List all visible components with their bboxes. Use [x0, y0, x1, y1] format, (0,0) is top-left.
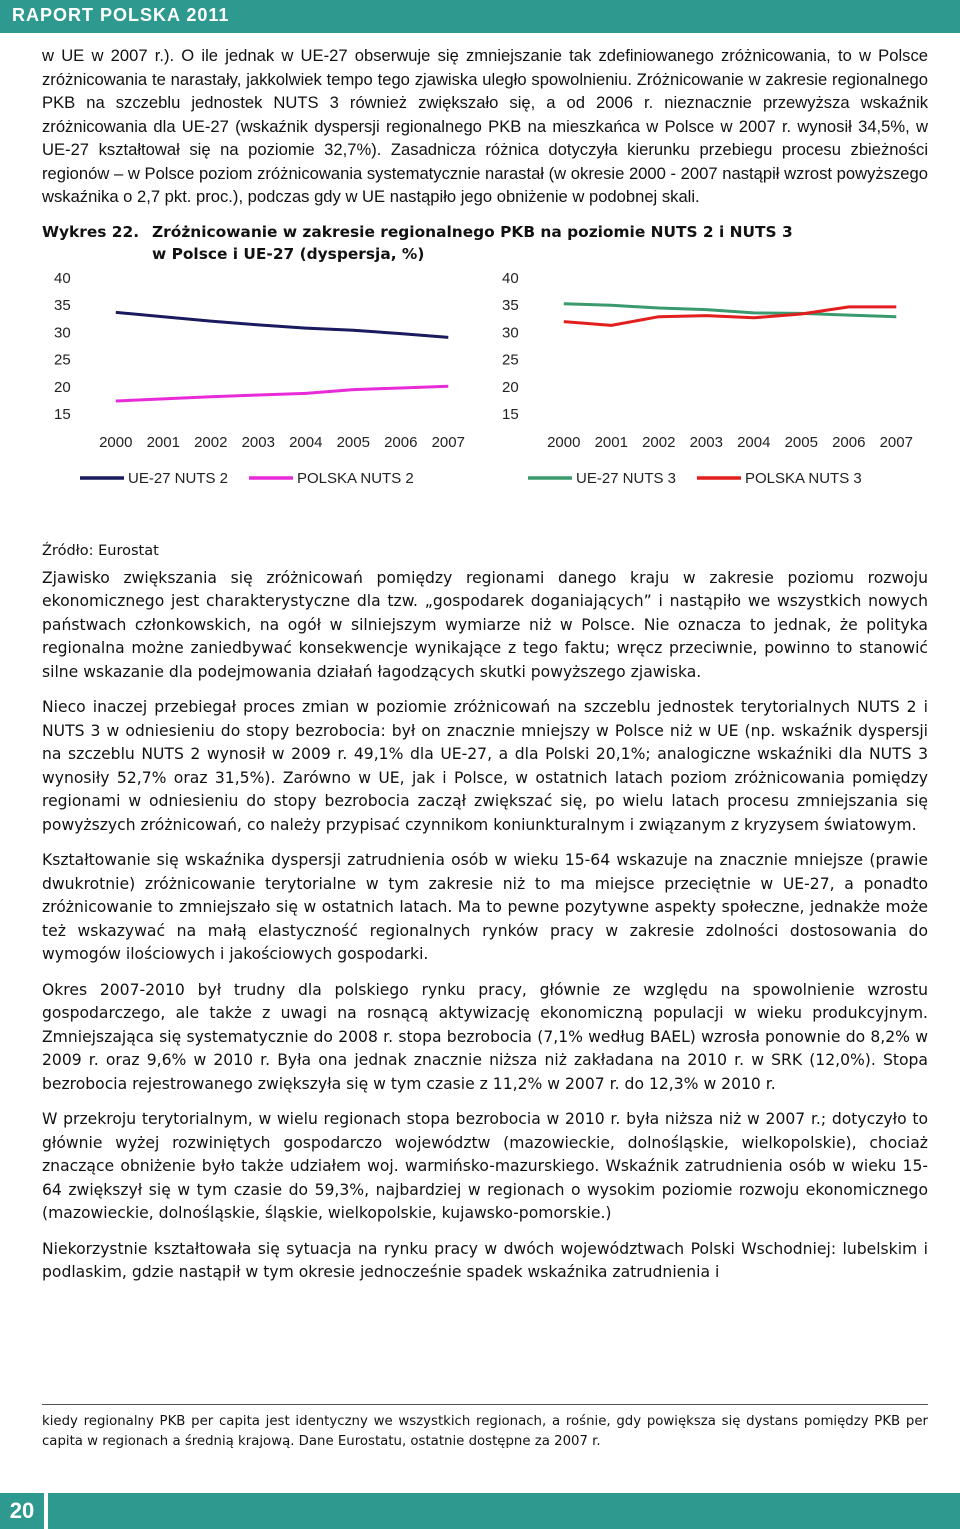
x-tick-label: 2007	[431, 433, 465, 451]
y-tick-label: 35	[54, 296, 71, 314]
x-tick-label: 2005	[784, 433, 818, 451]
series-line-polska-nuts-2	[116, 386, 449, 401]
legend-label: UE-27 NUTS 3	[576, 469, 677, 487]
y-tick-label: 30	[54, 323, 71, 341]
figure-source: Źródło: Eurostat	[42, 542, 159, 559]
footnote: kiedy regionalny PKB per capita jest identyczny we wszystkich regionach, a rośnie, gdy powiększa się dystans pomiędzy PKB per capita w regionach a średnią krajową. Dane Eurostatu, ostatnie dostępne za 2007 r.	[42, 1414, 928, 1449]
chart-nuts2	[42, 265, 482, 535]
paragraph: Zjawisko zwiększania się zróżnicowań pomiędzy regionami danego kraju w zakresie poziomu rozwoju ekonomicznego jest charakterystyczne dla tzw. „gospodarek doganiających” i nastąpiło we wszystkich nowych państwach członkowskich, na ogół w silniejszym wymiarze niż w Polsce. Nie oznacza to jednak, że polityka regionalna możne zaniedbywać konsekwencje wynikające z tego faktu; wręcz przeciwnie, powinno to stanowić silne wskazanie dla podejmowania działań łagodzących skutki powyższego zjawiska.	[42, 568, 928, 681]
legend-label: POLSKA NUTS 2	[297, 469, 414, 487]
page-content	[42, 44, 928, 1285]
y-tick-label: 15	[54, 405, 71, 423]
x-tick-label: 2003	[241, 433, 275, 451]
x-tick-label: 2007	[879, 433, 913, 451]
page-number-separator	[44, 1493, 48, 1529]
y-tick-label: 25	[54, 351, 71, 369]
paragraph: W przekroju terytorialnym, w wielu regionach stopa bezrobocia w 2010 r. była niższa niż w 2007 r.; dotyczyło to głównie wyżej rozwiniętych gospodarczo województw (mazowieckie, dolnośląskie, wielkopolskie), chociaż znaczące obniżenie było także udziałem woj. warmińsko-mazurskiego. Wskaźnik zatrudnienia osób w wieku 15-64 zwiększył się w tym czasie do 59,3%, najbardziej w regionach o wysokim poziomie rozwoju ekonomicznego (mazowieckie, dolnośląskie, śląskie, wielkopolskie, kujawsko-pomorskie.)	[42, 1110, 928, 1222]
x-tick-label: 2005	[336, 433, 370, 451]
y-tick-label: 20	[54, 378, 71, 396]
x-tick-label: 2002	[642, 433, 676, 451]
x-tick-label: 2000	[547, 433, 581, 451]
footer-bar	[0, 1493, 960, 1529]
paragraph: w UE w 2007 r.). O ile jednak w UE-27 obserwuje się zmniejszanie tak zdefiniowanego zróżnicowania, to w Polsce zróżnicowania te narastały, jakkolwiek tempo tego zjawiska uległo spowolnieniu. Zróżnicowanie w zakresie regionalnego PKB na szczeblu jednostek NUTS 3 również zwiększało się, a od 2006 r. nieznacznie przewyższa wskaźnik zróżnicowania dla UE-27 (wskaźnik dyspersji regionalnego PKB na mieszkańca w Polsce w 2007 r. wynosił 34,5%, w UE-27 kształtował się na poziomie 32,7%). Zasadnicza różnica dotyczyła kierunku przebiegu procesu zbieżności regionów – w Polsce poziom zróżnicowania systematycznie narastał (w okresie 2000 - 2007 nastąpił wzrost powyższego wskaźnika o 2,7 pkt. proc.), podczas gdy w UE nastąpiło jego obniżenie w podobnej skali.	[42, 46, 928, 206]
legend-label: POLSKA NUTS 3	[745, 469, 862, 487]
page-number: 20	[0, 1493, 44, 1529]
y-tick-label: 40	[502, 269, 519, 287]
x-tick-label: 2001	[594, 433, 628, 451]
x-tick-label: 2000	[99, 433, 133, 451]
series-line-ue-27-nuts-3	[564, 303, 897, 316]
y-tick-label: 30	[502, 323, 519, 341]
paragraph: Okres 2007-2010 był trudny dla polskiego rynku pracy, głównie ze względu na spowolnienie wzrostu gospodarczego, ale także z uwagi na rosnącą aktywizację ekonomiczną populacji w wieku produkcyjnym. Zmniejszająca się systematycznie do 2008 r. stopa bezrobocia (7,1% według BAEL) wzrosła ponownie do 8,2% w 2009 r. oraz 9,6% w 2010 r. Była ona jednak znacznie niższa niż zakładana na 2010 r. w SRK (12,0%). Stopa bezrobocia rejestrowanego zwiększyła się w tym czasie z 11,2% w 2007 r. do 12,3% w 2010 r.	[42, 980, 928, 1093]
paragraph: Niekorzystnie kształtowała się sytuacja na rynku pracy w dwóch województwach Polski Wschodniej: lubelskim i podlaskim, gdzie nastąpił w tym okresie jednocześnie spadek wskaźnika zatrudnienia i	[42, 1239, 928, 1281]
x-tick-label: 2004	[737, 433, 771, 451]
x-tick-label: 2003	[689, 433, 723, 451]
paragraph: Nieco inaczej przebiegał proces zmian w poziomie zróżnicowań na szczeblu jednostek terytorialnych NUTS 2 i NUTS 3 w odniesieniu do stopy bezrobocia: był on znacznie mniejszy w Polsce niż w UE (np. wskaźnik dyspersji na szczeblu NUTS 2 wynosił w 2009 r. 49,1% dla UE-27, a dla Polski 20,1%; analogiczne wskaźniki dla NUTS 3 wynosiły 52,7% oraz 31,5%). Zarówno w UE, jak i Polsce, w ostatnich latach poziom zróżnicowania pomiędzy regionami w odniesieniu do stopy bezrobocia zaczął zwiększać się, po wielu latach procesu zmniejszania się powyższych zróżnicowań, co należy przypisać czynnikom koniunkturalnym i związanym z kryzysem światowym.	[42, 698, 928, 834]
paragraph: Kształtowanie się wskaźnika dyspersji zatrudnienia osób w wieku 15-64 wskazuje na znacznie mniejsze (prawie dwukrotnie) zróżnicowanie terytorialne w tym zakresie niż to ma miejsce przeciętnie w UE-27, a ponadto zróżnicowanie to zmniejszało się w ostatnich latach. Ma to pewne pozytywne aspekty społeczne, jednakże może też wskazywać na małą elastyczność regionalnych rynków pracy w zakresie zdolności dostosowania do wymogów ilościowych i jakościowych gospodarki.	[42, 851, 928, 963]
x-tick-label: 2001	[146, 433, 180, 451]
footnote-divider	[42, 1404, 928, 1405]
x-tick-label: 2006	[384, 433, 418, 451]
y-tick-label: 35	[502, 296, 519, 314]
figure-title-line1: Zróżnicowanie w zakresie regionalnego PKB na poziomie NUTS 2 i NUTS 3	[152, 222, 793, 241]
figure-title-line2: w Polsce i UE-27 (dyspersja, %)	[152, 244, 425, 263]
x-tick-label: 2002	[194, 433, 228, 451]
x-tick-label: 2004	[289, 433, 323, 451]
y-tick-label: 20	[502, 378, 519, 396]
chart-nuts3	[490, 265, 930, 535]
legend-label: UE-27 NUTS 2	[128, 469, 229, 487]
y-tick-label: 40	[54, 269, 71, 287]
figure-label: Wykres 22.	[42, 222, 140, 241]
chart-row	[42, 265, 928, 545]
report-title: RAPORT POLSKA 2011	[12, 5, 230, 25]
y-tick-label: 25	[502, 351, 519, 369]
series-line-ue-27-nuts-2	[116, 312, 449, 337]
y-tick-label: 15	[502, 405, 519, 423]
x-tick-label: 2006	[832, 433, 866, 451]
figure-caption	[42, 221, 928, 265]
